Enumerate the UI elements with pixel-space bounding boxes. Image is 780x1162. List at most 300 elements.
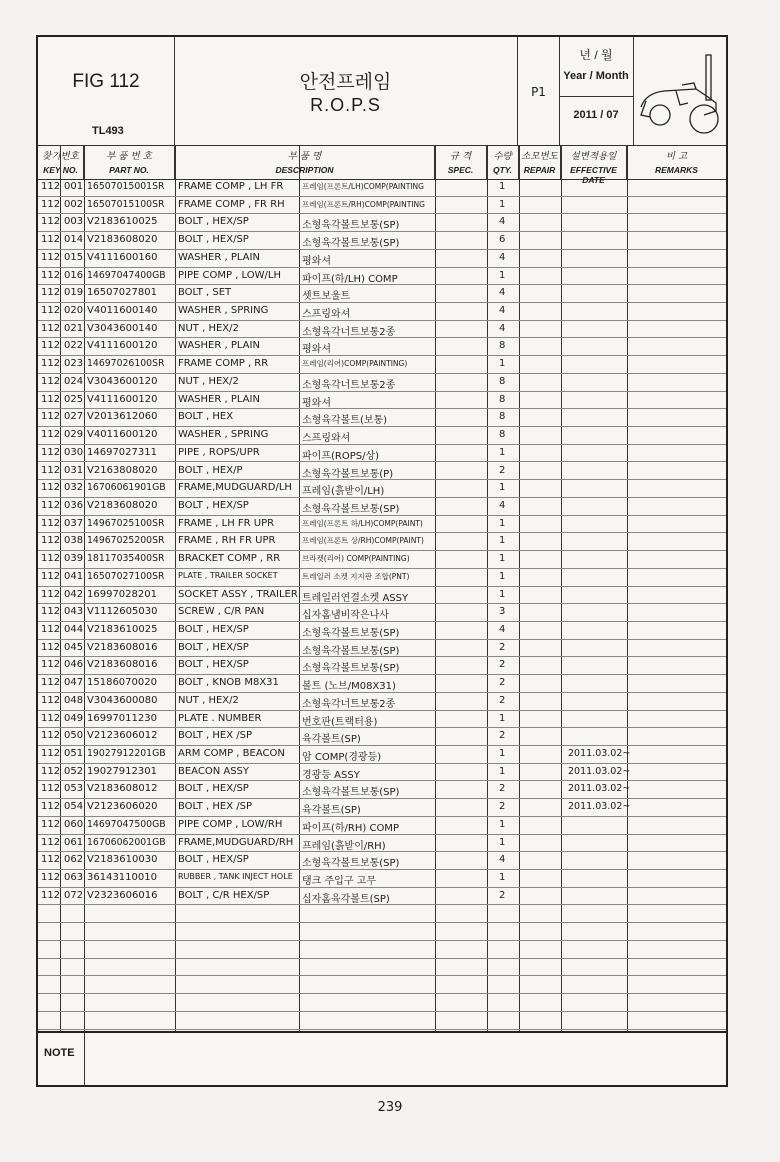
part-number: V2183608016 [87, 641, 158, 653]
part-number: 16997028201 [87, 588, 157, 600]
description-english: PIPE , ROPS/UPR [178, 446, 260, 458]
part-number: V2123606020 [87, 801, 158, 813]
description-korean: 평와셔 [302, 255, 331, 267]
key-group: 112 [41, 818, 61, 830]
quantity: 2 [499, 694, 506, 706]
quantity: 1 [499, 446, 506, 458]
part-number: 16706062001GB [87, 836, 166, 848]
description-english: FRAME,MUDGUARD/RH [178, 836, 294, 848]
key-number: 030 [64, 446, 84, 458]
key-group: 112 [41, 482, 61, 494]
description-english: WASHER , PLAIN [178, 340, 260, 352]
description-korean: 셋트보울트 [302, 291, 351, 303]
effective-date: 2011.03.02~ [568, 801, 631, 813]
part-number: 14967025200SR [87, 535, 165, 547]
col-repair: 소모번도 REPAIR [519, 145, 561, 179]
description-english: WASHER , PLAIN [178, 251, 260, 263]
col-description: 부 품 명 DESCRIPTION [175, 145, 435, 179]
part-number: V3043600140 [87, 322, 158, 334]
page-label: P1 [531, 85, 546, 99]
part-number: V2163808020 [87, 464, 158, 476]
description-korean: 프레임(프론트 하/LH)COMP(PAINT) [302, 518, 423, 528]
fig-cell [38, 37, 175, 145]
page-number: 239 [377, 1100, 403, 1115]
key-group: 112 [41, 677, 61, 689]
part-number: V2183608020 [87, 499, 158, 511]
description-english: BRACKET COMP , RR [178, 553, 281, 565]
key-group: 112 [41, 694, 61, 706]
key-group: 112 [41, 393, 61, 405]
key-number: 019 [64, 287, 84, 299]
quantity: 2 [499, 730, 506, 742]
key-number: 049 [64, 712, 84, 724]
table-row [38, 445, 726, 463]
quantity: 8 [499, 340, 506, 352]
description-korean: 소형육각너트보통2종 [302, 379, 396, 391]
description-english: SCREW , C/R PAN [178, 606, 265, 618]
quantity: 2 [499, 889, 506, 901]
description-korean: 프레임(흙받이/RH) [302, 840, 386, 852]
quantity: 8 [499, 411, 506, 423]
part-number: 16507015001SR [87, 181, 165, 192]
description-english: BOLT , HEX/P [178, 464, 243, 476]
quantity: 8 [499, 429, 506, 441]
table-row [38, 728, 726, 746]
key-group: 112 [41, 712, 61, 724]
description-korean: 육각볼트(SP) [302, 734, 361, 746]
table-row [38, 338, 726, 356]
year-month-cell [559, 37, 634, 145]
key-number: 060 [64, 818, 84, 830]
table-row [38, 852, 726, 870]
part-number: V2183610025 [87, 624, 158, 635]
part-number: V2183608012 [87, 783, 158, 795]
quantity: 4 [499, 624, 506, 635]
key-group: 112 [41, 801, 61, 813]
description-korean: 소형육각볼트(보통) [302, 415, 388, 427]
key-number: 037 [64, 517, 84, 529]
table-row [38, 799, 726, 817]
description-english: BEACON ASSY [178, 765, 250, 777]
description-english: BOLT , HEX/SP [178, 234, 249, 246]
title-cell [174, 37, 517, 145]
quantity: 1 [499, 517, 506, 529]
key-group: 112 [41, 659, 61, 671]
table-row [38, 569, 726, 587]
part-number: V4011600120 [87, 429, 158, 441]
description-korean: 소형육각볼트보통(SP) [302, 628, 400, 639]
quantity: 2 [499, 464, 506, 476]
table-row [38, 711, 726, 729]
quantity: 4 [499, 305, 506, 317]
part-number: V2183608016 [87, 659, 158, 671]
table-row [38, 392, 726, 410]
key-group: 112 [41, 499, 61, 511]
description-korean: 프레임(프론트/RH)COMP(PAINTING [302, 199, 425, 209]
description-korean: 번호판(트랙터용) [302, 716, 378, 728]
key-group: 112 [41, 535, 61, 547]
key-group: 112 [41, 198, 61, 210]
quantity: 1 [499, 712, 506, 724]
description-english: BOLT , HEX [178, 411, 234, 423]
quantity: 2 [499, 783, 506, 795]
fig-number: FIG 112 [72, 71, 140, 92]
quantity: 1 [499, 818, 506, 830]
table-row [38, 498, 726, 516]
key-group: 112 [41, 641, 61, 653]
table-row [38, 817, 726, 835]
key-number: 050 [64, 730, 84, 742]
key-group: 112 [41, 553, 61, 565]
table-row [38, 746, 726, 764]
quantity: 1 [499, 198, 506, 210]
key-group: 112 [41, 606, 61, 618]
part-number: V3043600080 [87, 694, 158, 706]
key-group: 112 [41, 464, 61, 476]
description-korean: 소형육각너트보통2종 [302, 326, 396, 338]
part-number: V4111600120 [87, 340, 158, 352]
description-korean: 육각볼트(SP) [302, 805, 361, 817]
key-group: 112 [41, 322, 61, 334]
table-row [38, 214, 726, 232]
description-english: RUBBER , TANK INJECT HOLE [178, 872, 293, 882]
column-header-row [38, 145, 726, 185]
part-number: 16997011230 [87, 712, 157, 724]
table-row [38, 888, 726, 906]
model-name: TL493 [92, 125, 124, 137]
key-number: 054 [64, 801, 84, 813]
key-number: 021 [64, 322, 84, 334]
table-row [38, 250, 726, 268]
part-number: V2183608020 [87, 234, 158, 246]
col-effective-date: 설변적용일 EFFECTIVE DATE [561, 145, 627, 179]
key-number: 043 [64, 606, 84, 618]
key-number: 041 [64, 570, 84, 582]
key-number: 024 [64, 375, 84, 387]
description-english: PIPE COMP , LOW/RH [178, 818, 283, 830]
key-group: 112 [41, 411, 61, 423]
description-english: BOLT , HEX/SP [178, 854, 249, 866]
key-number: 052 [64, 765, 84, 777]
key-group: 112 [41, 624, 61, 635]
effective-date: 2011.03.02~ [568, 765, 631, 777]
description-english: WASHER , SPRING [178, 429, 269, 441]
description-english: FRAME , LH FR UPR [178, 517, 275, 529]
key-group: 112 [41, 340, 61, 352]
key-number: 053 [64, 783, 84, 795]
part-number: 19027912201GB [87, 748, 166, 760]
key-group: 112 [41, 429, 61, 441]
description-english: FRAME COMP , RR [178, 358, 269, 370]
part-number: V3043600120 [87, 375, 158, 387]
key-group: 112 [41, 181, 61, 192]
part-number: 16507027100SR [87, 570, 165, 582]
table-row [38, 640, 726, 658]
key-group: 112 [41, 287, 61, 299]
description-english: BOLT , HEX/SP [178, 499, 249, 511]
quantity: 4 [499, 216, 506, 228]
description-english: SOCKET ASSY , TRAILER [178, 588, 298, 600]
note-section [38, 1031, 726, 1087]
description-english: BOLT , HEX/SP [178, 216, 249, 228]
table-row [38, 764, 726, 782]
key-number: 048 [64, 694, 84, 706]
table-row [38, 923, 726, 941]
part-number: V2123606012 [87, 730, 158, 742]
description-korean: 십자홈육각볼트(SP) [302, 893, 390, 905]
part-number: 14697047500GB [87, 818, 166, 830]
key-number: 014 [64, 234, 84, 246]
quantity: 8 [499, 375, 506, 387]
description-korean: 소형육각볼트보통(SP) [302, 503, 400, 515]
quantity: 1 [499, 181, 506, 192]
description-korean: 스프링와셔 [302, 433, 351, 445]
quantity: 1 [499, 765, 506, 777]
table-row [38, 179, 726, 197]
part-number: V1112605030 [87, 606, 158, 618]
key-number: 061 [64, 836, 84, 848]
part-number: 16507015100SR [87, 198, 165, 210]
key-group: 112 [41, 375, 61, 387]
page-cell [517, 37, 560, 145]
quantity: 8 [499, 393, 506, 405]
description-english: NUT , HEX/2 [178, 322, 239, 334]
description-korean: 트레일러 소켓 지지판 조합(PNT) [302, 571, 410, 581]
key-number: 015 [64, 251, 84, 263]
description-english: PLATE . NUMBER [178, 712, 262, 724]
description-korean: 트레일러연결소켓 ASSY [302, 592, 409, 604]
table-row [38, 587, 726, 605]
title-korean: 안전프레임 [299, 71, 392, 93]
quantity: 2 [499, 677, 506, 689]
key-number: 023 [64, 358, 84, 370]
description-english: BOLT , C/R HEX/SP [178, 889, 270, 901]
description-korean: 프레임(프론트/LH)COMP(PAINTING [302, 182, 424, 191]
tractor-icon [636, 45, 724, 137]
part-number: V4111600120 [87, 393, 158, 405]
table-row [38, 321, 726, 339]
table-row [38, 959, 726, 977]
table-row [38, 427, 726, 445]
description-korean: 탱크 주입구 고무 [302, 876, 376, 888]
parts-sheet [36, 35, 728, 1087]
part-number: V2183610030 [87, 854, 158, 866]
key-number: 022 [64, 340, 84, 352]
description-english: BOLT , HEX/SP [178, 659, 249, 671]
description-korean: 파이프(ROPS/상) [302, 450, 380, 462]
key-number: 042 [64, 588, 84, 600]
table-row [38, 994, 726, 1012]
table-row [38, 480, 726, 498]
quantity: 1 [499, 570, 506, 582]
description-korean: 브라켓(리어) COMP(PAINTING) [302, 554, 410, 564]
key-group: 112 [41, 765, 61, 777]
key-group: 112 [41, 358, 61, 370]
key-number: 045 [64, 641, 84, 653]
quantity: 3 [499, 606, 506, 618]
description-english: BOLT , HEX/SP [178, 624, 249, 635]
key-group: 112 [41, 269, 61, 281]
key-group: 112 [41, 730, 61, 742]
key-group: 112 [41, 783, 61, 795]
table-row [38, 941, 726, 959]
description-korean: 소형육각볼트보통(SP) [302, 663, 400, 675]
quantity: 4 [499, 287, 506, 299]
quantity: 1 [499, 535, 506, 547]
col-spec: 규 격 SPEC. [435, 145, 487, 179]
key-group: 112 [41, 748, 61, 760]
key-number: 047 [64, 677, 84, 689]
key-number: 002 [64, 198, 84, 210]
table-row [38, 870, 726, 888]
part-number: 14697027311 [87, 446, 157, 458]
key-number: 038 [64, 535, 84, 547]
key-number: 031 [64, 464, 84, 476]
table-row [38, 551, 726, 569]
description-korean: 소형육각볼트보통(SP) [302, 787, 400, 799]
quantity: 4 [499, 854, 506, 866]
description-english: FRAME,MUDGUARD/LH [178, 482, 292, 494]
table-row [38, 285, 726, 303]
table-row [38, 232, 726, 250]
table-row [38, 1012, 726, 1030]
description-english: BOLT , KNOB M8X31 [178, 677, 279, 689]
description-english: BOLT , HEX/SP [178, 783, 249, 795]
key-group: 112 [41, 216, 61, 228]
quantity: 4 [499, 251, 506, 263]
description-korean: 프레임(리어)COMP(PAINTING) [302, 359, 408, 369]
key-number: 051 [64, 748, 84, 760]
key-number: 044 [64, 624, 84, 635]
description-english: BOLT , HEX /SP [178, 730, 253, 742]
table-row [38, 604, 726, 622]
table-row [38, 409, 726, 427]
table-row [38, 516, 726, 534]
table-row [38, 906, 726, 924]
key-number: 032 [64, 482, 84, 494]
table-row [38, 622, 726, 640]
table-row [38, 657, 726, 675]
part-number: 18117035400SR [87, 553, 165, 565]
description-korean: 소형육각볼트보통(SP) [302, 645, 400, 657]
header [38, 37, 726, 146]
quantity: 2 [499, 801, 506, 813]
key-number: 039 [64, 553, 84, 565]
key-group: 112 [41, 872, 61, 884]
quantity: 1 [499, 482, 506, 494]
description-english: FRAME COMP , FR RH [178, 198, 285, 210]
key-group: 112 [41, 251, 61, 263]
part-number: V4011600140 [87, 305, 158, 317]
key-number: 025 [64, 393, 84, 405]
quantity: 6 [499, 234, 506, 246]
description-english: NUT , HEX/2 [178, 694, 239, 706]
key-group: 112 [41, 517, 61, 529]
part-number: 14697047400GB [87, 269, 166, 281]
key-group: 112 [41, 836, 61, 848]
description-korean: 볼트 (노브/M08X31) [302, 681, 396, 693]
key-number: 063 [64, 872, 84, 884]
quantity: 1 [499, 872, 506, 884]
effective-date: 2011.03.02~ [568, 748, 631, 760]
description-korean: 소형육각볼트보통(P) [302, 468, 394, 480]
description-korean: 소형육각볼트보통(SP) [302, 858, 400, 870]
key-number: 020 [64, 305, 84, 317]
description-korean: 평와셔 [302, 344, 331, 356]
table-row [38, 976, 726, 994]
note-label: NOTE [44, 1047, 75, 1059]
description-korean: 스프링와셔 [302, 309, 351, 321]
key-number: 003 [64, 216, 84, 228]
part-number: 14967025100SR [87, 517, 165, 529]
description-korean: 소형육각너트보통2종 [302, 698, 396, 710]
description-korean: 프레임(흙받이/LH) [302, 486, 385, 498]
table-row [38, 303, 726, 321]
quantity: 1 [499, 553, 506, 565]
description-english: WASHER , SPRING [178, 305, 269, 317]
issue-date: 2011 / 07 [573, 109, 619, 121]
key-number: 072 [64, 889, 84, 901]
key-number: 036 [64, 499, 84, 511]
key-number: 062 [64, 854, 84, 866]
effective-date: 2011.03.02~ [568, 783, 631, 795]
quantity: 1 [499, 269, 506, 281]
table-row [38, 374, 726, 392]
table-row [38, 268, 726, 286]
description-english: ARM COMP , BEACON [178, 748, 285, 760]
part-number: V2013612060 [87, 411, 158, 423]
quantity: 4 [499, 322, 506, 334]
part-number: 14697026100SR [87, 358, 165, 370]
quantity: 2 [499, 641, 506, 653]
description-korean: 암 COMP(경광등) [302, 752, 382, 764]
key-group: 112 [41, 854, 61, 866]
description-korean: 소형육각볼트보통(SP) [302, 238, 400, 250]
part-number: 19027912301 [87, 765, 157, 777]
year-month-english: Year / Month [563, 70, 629, 82]
key-group: 112 [41, 889, 61, 901]
part-number: V2183610025 [87, 216, 158, 228]
key-number: 001 [64, 181, 84, 192]
key-group: 112 [41, 588, 61, 600]
description-korean: 십자홈냄비작은나사 [302, 610, 389, 622]
col-remarks: 비 고 REMARKS [655, 151, 698, 175]
key-group: 112 [41, 570, 61, 582]
table-row [38, 356, 726, 374]
table-row [38, 675, 726, 693]
key-group: 112 [41, 446, 61, 458]
description-english: BOLT , HEX/SP [178, 641, 249, 653]
title-english: R.O.P.S [310, 95, 381, 115]
key-number: 016 [64, 269, 84, 281]
table-row [38, 781, 726, 799]
description-korean: 프레임(프론트 상/RH)COMP(PAINT) [302, 536, 424, 546]
description-korean: 파이프(하/LH) COMP [302, 273, 398, 285]
part-number: V4111600160 [87, 251, 158, 263]
description-korean: 경광등 ASSY [302, 769, 360, 781]
description-korean: 평와셔 [302, 397, 331, 409]
description-english: BOLT , SET [178, 287, 232, 299]
description-english: FRAME COMP , LH FR [178, 181, 284, 192]
description-korean: 파이프(하/RH) COMP [302, 822, 399, 834]
table-row [38, 463, 726, 481]
col-part: 부 품 번 호 PART NO. [84, 145, 175, 179]
part-number: 16706061901GB [87, 482, 166, 494]
quantity: 2 [499, 659, 506, 671]
key-group: 112 [41, 305, 61, 317]
col-key: 찾기번호 KEY NO. [38, 145, 84, 179]
part-number: 16507027801 [87, 287, 157, 299]
